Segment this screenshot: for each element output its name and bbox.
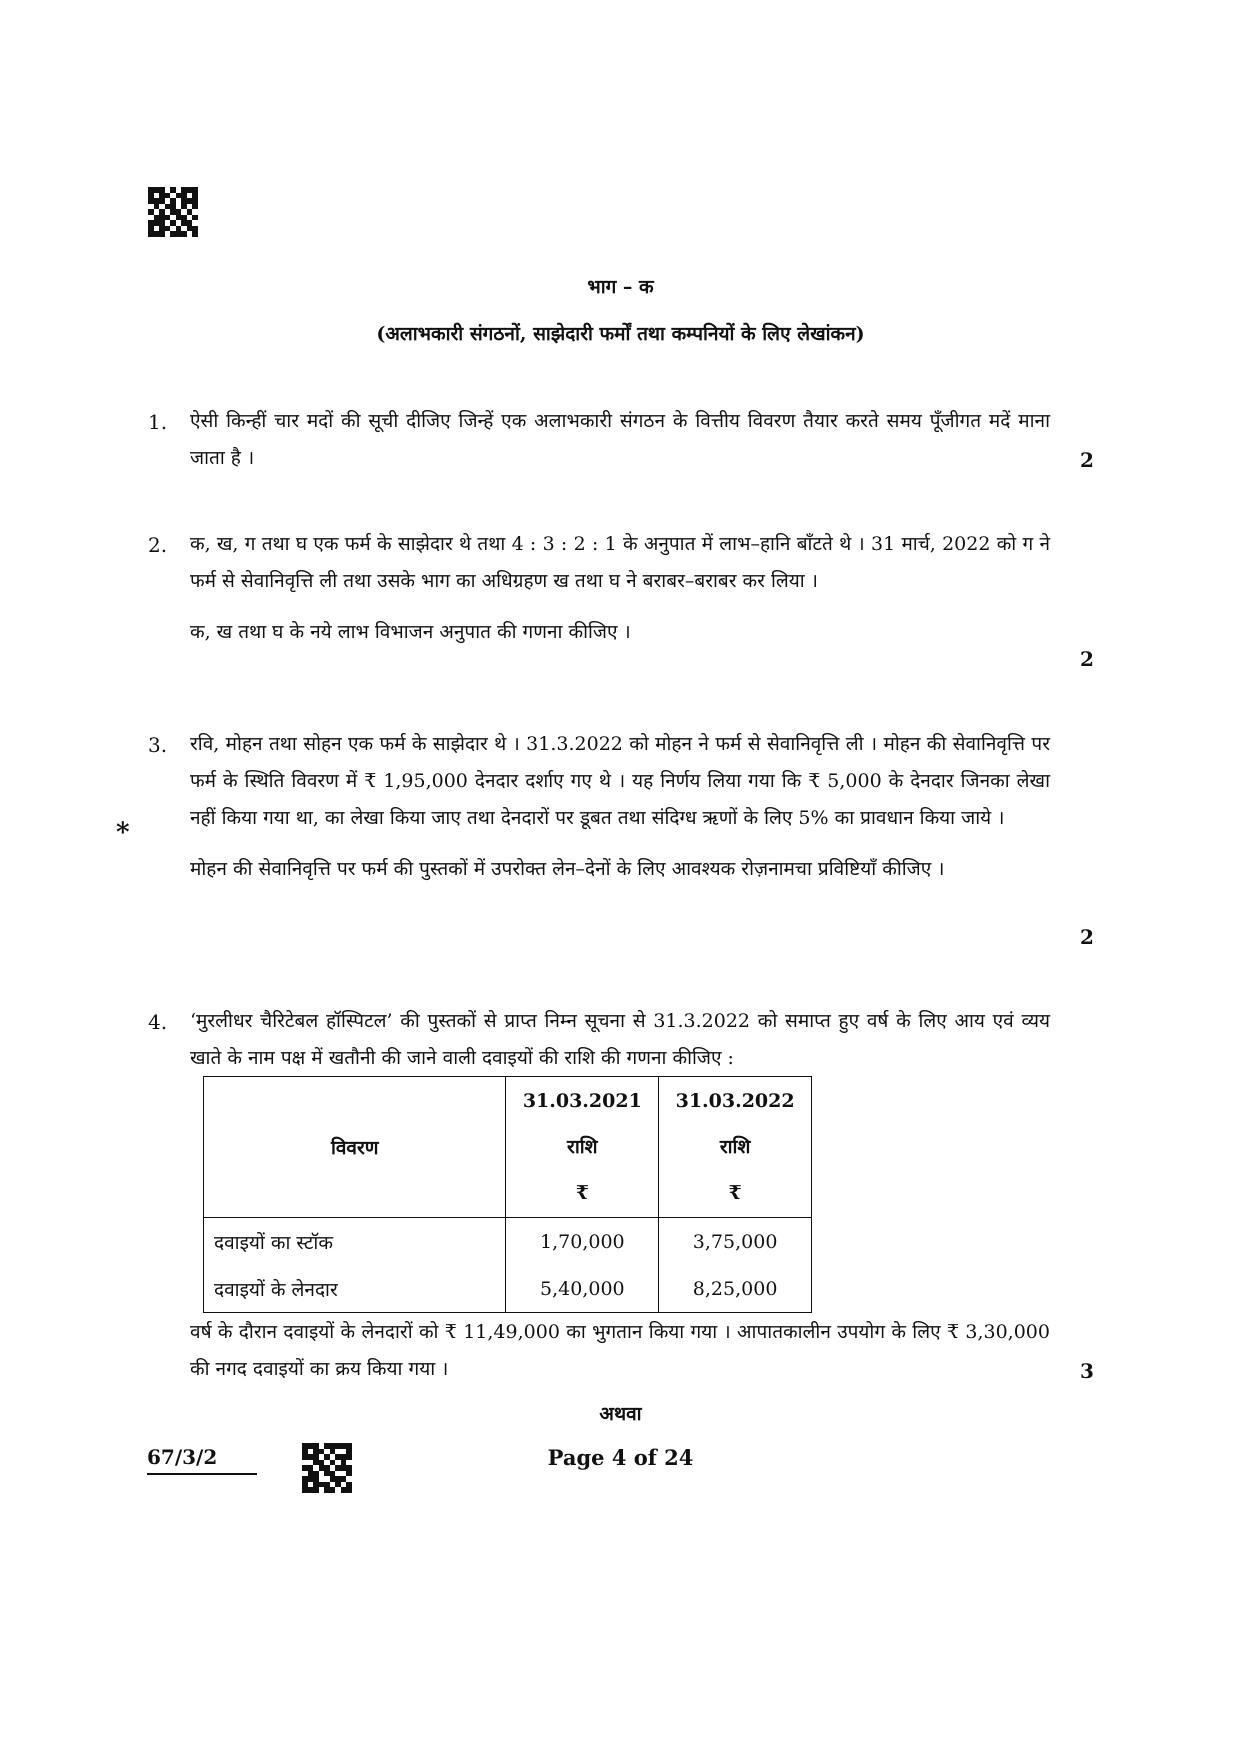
header-2021-rupee: ₹ (575, 1182, 589, 1204)
medicine-data-table (203, 1076, 812, 1313)
row-label: दवाइयों के लेनदार (204, 1265, 506, 1313)
table-row (204, 1265, 812, 1313)
question-3-paragraph-1: रवि, मोहन तथा सोहन एक फर्म के साझेदार थे । 31.3.2022 को मोहन ने फर्म से सेवानिवृत्ति ली । मोहन की सेवानिवृत्ति पर फर्म के स्थिति विवरण में ₹ 1,95,000 देनदार दर्शाए गए थे । यह निर्णय लिया गया कि ₹ 5,000 के देनदार जिनका लेखा नहीं किया गया था, का लेखा किया जाए तथा देनदारों पर डूबत तथा संदिग्ध ऋणों के लिए 5% का प्रावधान किया जाये । (190, 733, 1050, 829)
header-2021 (506, 1077, 659, 1218)
paper-code: 67/3/2 (147, 1445, 257, 1475)
question-2-number: 2. (148, 533, 168, 557)
header-2022-date: 31.03.2022 (675, 1090, 795, 1112)
question-1-paragraph: ऐसी किन्हीं चार मदों की सूची दीजिए जिन्हें एक अलाभकारी संगठन के वित्तीय विवरण तैयार करते समय पूँजीगत मदें माना जाता है । (190, 410, 1050, 469)
question-4-intro: ‘मुरलीधर चैरिटेबल हॉस्पिटल’ की पुस्तकों से प्राप्त निम्न सूचना से 31.3.2022 को समाप्त हुए वर्ष के लिए आय एवं व्यय खाते के नाम पक्ष में खतौनी की जाने वाली दवाइयों की राशि की गणना कीजिए : (190, 1010, 1050, 1069)
question-1-marks: 2 (1080, 448, 1094, 472)
question-2-marks: 2 (1080, 647, 1094, 671)
row-value-2022: 3,75,000 (659, 1218, 812, 1266)
header-2022 (659, 1077, 812, 1218)
header-2021-date: 31.03.2021 (522, 1090, 642, 1112)
header-2022-amount: राशि (719, 1136, 751, 1158)
question-3-text (190, 726, 1050, 888)
row-label: दवाइयों का स्टॉक (204, 1218, 506, 1266)
question-3-number: 3. (148, 733, 168, 757)
row-value-2022: 8,25,000 (659, 1265, 812, 1313)
section-subtitle: (अलाभकारी संगठनों, साझेदारी फर्मों तथा कम्पनियों के लिए लेखांकन) (376, 323, 865, 345)
table-header-row (204, 1077, 812, 1218)
header-2022-rupee: ₹ (728, 1182, 742, 1204)
question-3-paragraph-2: मोहन की सेवानिवृत्ति पर फर्म की पुस्तकों में उपरोक्त लेन–देनों के लिए आवश्यक रोज़नामचा प्रविष्टियाँ कीजिए । (190, 858, 945, 880)
question-2-paragraph-1: क, ख, ग तथा घ एक फर्म के साझेदार थे तथा 4 : 3 : 2 : 1 के अनुपात में लाभ–हानि बाँटते थे । 31 मार्च, 2022 को ग ने फर्म से सेवानिवृत्ति ली तथा उसके भाग का अधिग्रहण ख तथा घ ने बराबर–बराबर कर लिया । (190, 533, 1050, 592)
header-particulars: विवरण (204, 1077, 506, 1218)
part-label: भाग – क (587, 276, 654, 298)
question-4-closing: वर्ष के दौरान दवाइयों के लेनदारों को ₹ 11,49,000 का भुगतान किया गया । आपातकालीन उपयोग के लिए ₹ 3,30,000 की नगद दवाइयों का क्रय किया गया । (190, 1321, 1050, 1380)
or-separator: अथवा (599, 1403, 642, 1425)
question-1-number: 1. (148, 410, 168, 434)
header-2021-amount: राशि (567, 1136, 598, 1158)
table-row (204, 1218, 812, 1266)
question-3-marks: 2 (1080, 925, 1094, 949)
row-value-2021: 5,40,000 (506, 1265, 659, 1313)
question-2-text (190, 526, 1050, 651)
question-1-text (190, 403, 1050, 477)
question-4-number: 4. (148, 1010, 168, 1034)
row-value-2021: 1,70,000 (506, 1218, 659, 1266)
question-2-paragraph-2: क, ख तथा घ के नये लाभ विभाजन अनुपात की गणना कीजिए । (190, 621, 631, 643)
side-star-mark: * (116, 818, 130, 848)
qr-code-top (148, 187, 198, 237)
question-4-marks: 3 (1080, 1359, 1094, 1383)
page-number: Page 4 of 24 (547, 1445, 694, 1470)
